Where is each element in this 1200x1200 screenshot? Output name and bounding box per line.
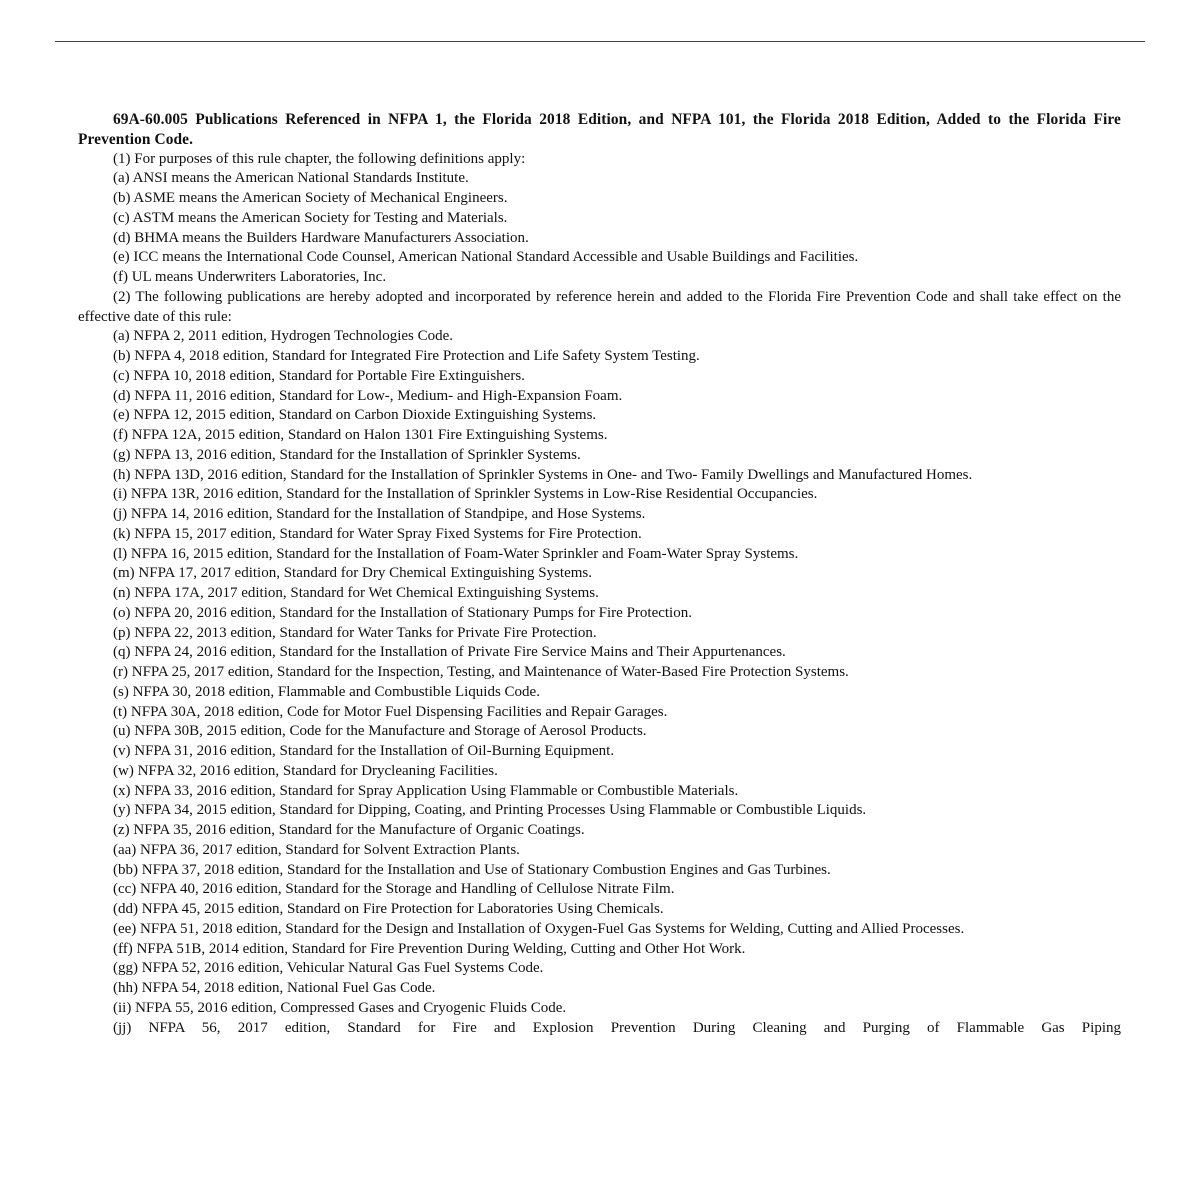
publication-bb: (bb) NFPA 37, 2018 edition, Standard for the Installation and Use of Stationary Combustion Engines and Gas Turbines. xyxy=(113,861,831,878)
definition-c: (c) ASTM means the American Society for Testing and Materials. xyxy=(113,209,508,226)
publication-m: (m) NFPA 17, 2017 edition, Standard for Dry Chemical Extinguishing Systems. xyxy=(113,565,593,582)
paragraph-2: (2) The following publications are hereby adopted and incorporated by reference herein and added to the Florida Fire Prevention Code and shall take effect on the effective date of this rule: xyxy=(78,288,1121,325)
publication-gg: (gg) NFPA 52, 2016 edition, Vehicular Natural Gas Fuel Systems Code. xyxy=(113,960,544,977)
publication-w: (w) NFPA 32, 2016 edition, Standard for Drycleaning Facilities. xyxy=(113,762,498,779)
publication-e: (e) NFPA 12, 2015 edition, Standard on Carbon Dioxide Extinguishing Systems. xyxy=(113,407,597,424)
publication-p: (p) NFPA 22, 2013 edition, Standard for Water Tanks for Private Fire Protection. xyxy=(113,624,597,641)
publication-aa: (aa) NFPA 36, 2017 edition, Standard for Solvent Extraction Plants. xyxy=(113,841,520,858)
definition-a: (a) ANSI means the American National Standards Institute. xyxy=(113,170,469,187)
publication-x: (x) NFPA 33, 2016 edition, Standard for Spray Application Using Flammable or Combustible Materials. xyxy=(113,782,739,799)
publication-t: (t) NFPA 30A, 2018 edition, Code for Motor Fuel Dispensing Facilities and Repair Garages. xyxy=(113,703,668,720)
publication-c: (c) NFPA 10, 2018 edition, Standard for Portable Fire Extinguishers. xyxy=(113,367,525,384)
document-body xyxy=(78,110,1121,1038)
paragraph-1: (1) For purposes of this rule chapter, the following definitions apply: xyxy=(113,150,526,167)
publication-l: (l) NFPA 16, 2015 edition, Standard for the Installation of Foam-Water Sprinkler and Foam-Water Spray Systems. xyxy=(113,545,799,562)
publication-i: (i) NFPA 13R, 2016 edition, Standard for the Installation of Sprinkler Systems in Low-Rise Residential Occupancies. xyxy=(113,486,818,503)
publication-d: (d) NFPA 11, 2016 edition, Standard for Low-, Medium- and High-Expansion Foam. xyxy=(113,387,623,404)
publication-dd: (dd) NFPA 45, 2015 edition, Standard on Fire Protection for Laboratories Using Chemicals. xyxy=(113,901,664,917)
publication-jj: (jj) NFPA 56, 2017 edition, Standard for Fire and Explosion Prevention During Cleaning and Purging of Flammable Gas Piping xyxy=(113,1019,1121,1036)
publication-ii: (ii) NFPA 55, 2016 edition, Compressed Gases and Cryogenic Fluids Code. xyxy=(113,999,567,1016)
definition-b: (b) ASME means the American Society of Mechanical Engineers. xyxy=(113,190,508,206)
publication-q: (q) NFPA 24, 2016 edition, Standard for the Installation of Private Fire Service Mains and Their Appurtenances. xyxy=(113,644,786,661)
publication-ee: (ee) NFPA 51, 2018 edition, Standard for the Design and Installation of Oxygen-Fuel Gas Systems for Welding, Cutting and Allied Processes. xyxy=(113,920,965,937)
publication-f: (f) NFPA 12A, 2015 edition, Standard on Halon 1301 Fire Extinguishing Systems. xyxy=(113,427,608,443)
definition-f: (f) UL means Underwriters Laboratories, Inc. xyxy=(113,269,387,285)
publication-y: (y) NFPA 34, 2015 edition, Standard for Dipping, Coating, and Printing Processes Using Flammable or Combustible Liquids. xyxy=(113,802,867,819)
publication-cc: (cc) NFPA 40, 2016 edition, Standard for the Storage and Handling of Cellulose Nitrate Film. xyxy=(113,881,675,898)
page-header-rule xyxy=(55,41,1145,42)
publication-j: (j) NFPA 14, 2016 edition, Standard for the Installation of Standpipe, and Hose Systems. xyxy=(113,506,646,522)
publication-s: (s) NFPA 30, 2018 edition, Flammable and Combustible Liquids Code. xyxy=(113,683,540,700)
publication-a: (a) NFPA 2, 2011 edition, Hydrogen Technologies Code. xyxy=(113,328,454,345)
publication-b: (b) NFPA 4, 2018 edition, Standard for Integrated Fire Protection and Life Safety System Testing. xyxy=(113,348,700,364)
definition-e: (e) ICC means the International Code Counsel, American National Standard Accessible and Usable Buildings and Facilities. xyxy=(113,249,859,266)
publication-g: (g) NFPA 13, 2016 edition, Standard for the Installation of Sprinkler Systems. xyxy=(113,446,581,463)
publication-v: (v) NFPA 31, 2016 edition, Standard for the Installation of Oil-Burning Equipment. xyxy=(113,743,615,759)
publication-ff: (ff) NFPA 51B, 2014 edition, Standard for Fire Prevention During Welding, Cutting and Other Hot Work. xyxy=(113,940,746,957)
publication-k: (k) NFPA 15, 2017 edition, Standard for Water Spray Fixed Systems for Fire Protection. xyxy=(113,525,642,542)
publication-n: (n) NFPA 17A, 2017 edition, Standard for Wet Chemical Extinguishing Systems. xyxy=(113,585,599,601)
definition-d: (d) BHMA means the Builders Hardware Manufacturers Association. xyxy=(113,229,529,246)
publication-h: (h) NFPA 13D, 2016 edition, Standard for the Installation of Sprinkler Systems in One- and Two- Family Dwellings and Manufactured Homes. xyxy=(113,466,973,483)
publication-u: (u) NFPA 30B, 2015 edition, Code for the Manufacture and Storage of Aerosol Products. xyxy=(113,723,647,740)
publication-r: (r) NFPA 25, 2017 edition, Standard for the Inspection, Testing, and Maintenance of Water-Based Fire Protection Systems. xyxy=(113,664,849,680)
publication-hh: (hh) NFPA 54, 2018 edition, National Fuel Gas Code. xyxy=(113,980,436,996)
rule-title: 69A-60.005 Publications Referenced in NFPA 1, the Florida 2018 Edition, and NFPA 101, the Florida 2018 Edition, Added to the Florida Fire Prevention Code. xyxy=(78,111,1121,148)
publication-z: (z) NFPA 35, 2016 edition, Standard for the Manufacture of Organic Coatings. xyxy=(113,822,585,838)
publication-o: (o) NFPA 20, 2016 edition, Standard for the Installation of Stationary Pumps for Fire Protection. xyxy=(113,604,692,621)
